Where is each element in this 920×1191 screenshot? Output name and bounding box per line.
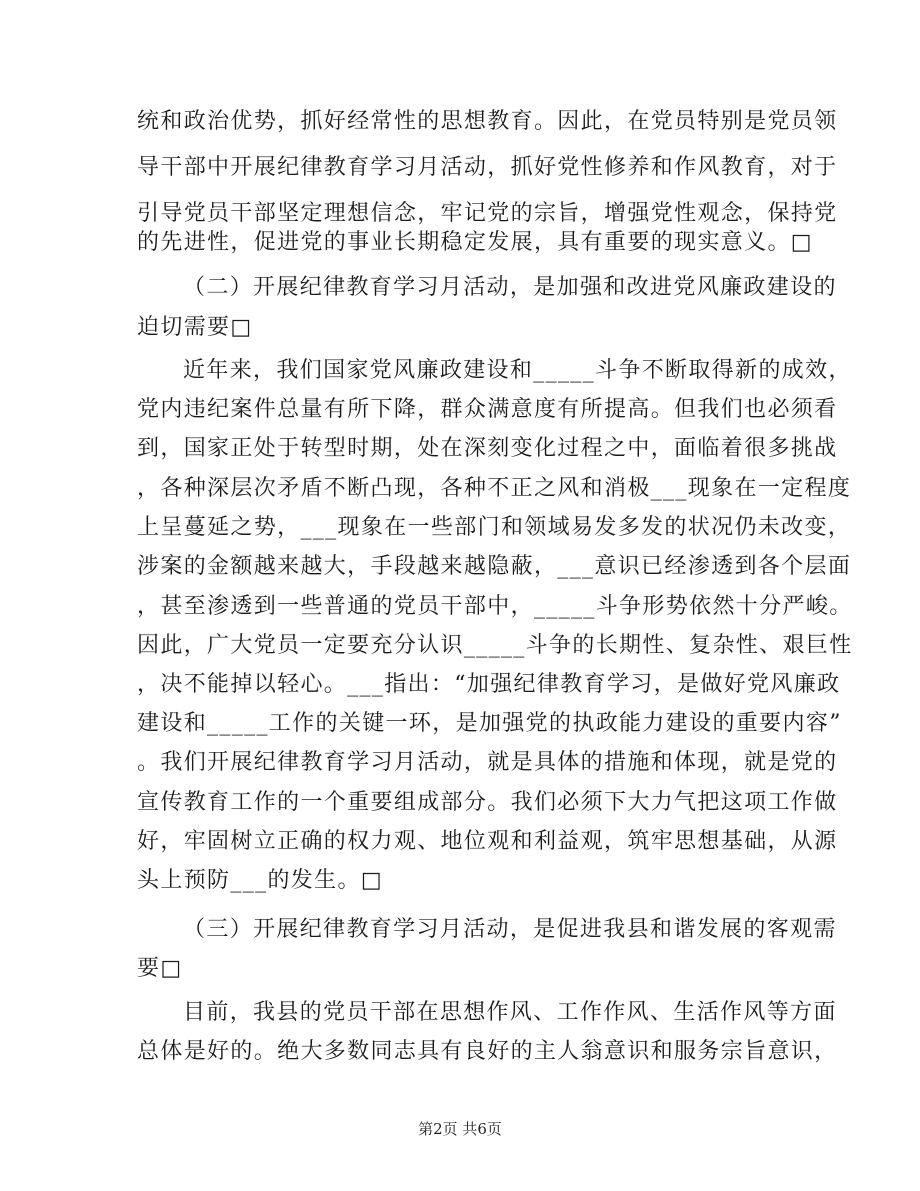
text-line: 近年来，我们国家党风廉政建设和_____斗争不断取得新的成效， (183, 358, 852, 383)
page-number: 第2页 共6页 (418, 1120, 502, 1138)
text-line: ，决不能掉以轻心。___指出：“加强纪律教育学习，是做好党风廉政 (137, 672, 841, 697)
text-line: 导干部中开展纪律教育学习月活动，抓好党性修养和作风教育，对于 (137, 155, 838, 180)
text-line: ，各种深层次矛盾不断凸现，各种不正之风和消极___现象在一定程度 (137, 476, 852, 501)
text-line: 引导党员干部坚定理想信念，牢记党的宗旨，增强党性观念，保持党 (137, 201, 838, 226)
section-heading-3-cont: 要□ (137, 956, 183, 981)
text-line: 建设和_____工作的关键一环，是加强党的执政能力建设的重要内容” (137, 711, 842, 736)
text-line: 的先进性，促进党的事业长期稳定发展，具有重要的现实意义。□ (137, 230, 813, 255)
text-line: 到，国家正处于转型时期，处在深刻变化过程之中，面临着很多挑战 (137, 436, 838, 461)
section-heading-3: （三）开展纪律教育学习月活动，是促进我县和谐发展的客观需 (183, 917, 837, 942)
text-line: 统和政治优势，抓好经常性的思想教育。因此，在党员特别是党员领 (137, 109, 838, 134)
text-line: 宣传教育工作的一个重要组成部分。我们必须下大力气把这项工作做 (137, 790, 838, 815)
text-line: 好，牢固树立正确的权力观、地位观和利益观，筑牢思想基础，从源 (137, 829, 838, 854)
text-line: 总体是好的。绝大多数同志具有良好的主人翁意识和服务宗旨意识， (137, 1039, 838, 1064)
text-line: 。我们开展纪律教育学习月活动，就是具体的措施和体现，就是党的 (137, 750, 838, 775)
text-line: 上呈蔓延之势，___现象在一些部门和领域易发多发的状况仍未改变， (137, 515, 852, 540)
section-heading-2-cont: 迫切需要□ (137, 315, 253, 340)
text-line: 涉案的金额越来越大，手段越来越隐蔽，___意识已经渗透到各个层面 (137, 554, 852, 579)
section-heading-2: （二）开展纪律教育学习月活动，是加强和改进党风廉政建设的 (183, 275, 837, 300)
text-line: 因此，广大党员一定要充分认识_____斗争的长期性、复杂性、艰巨性 (137, 633, 853, 658)
text-line: 目前，我县的党员干部在思想作风、工作作风、生活作风等方面 (183, 1000, 837, 1025)
text-line: 头上预防___的发生。□ (137, 868, 383, 893)
text-line: 党内违纪案件总量有所下降，群众满意度有所提高。但我们也必须看 (137, 397, 838, 422)
text-line: ，甚至渗透到一些普通的党员干部中，_____斗争形势依然十分严峻。 (137, 594, 853, 619)
